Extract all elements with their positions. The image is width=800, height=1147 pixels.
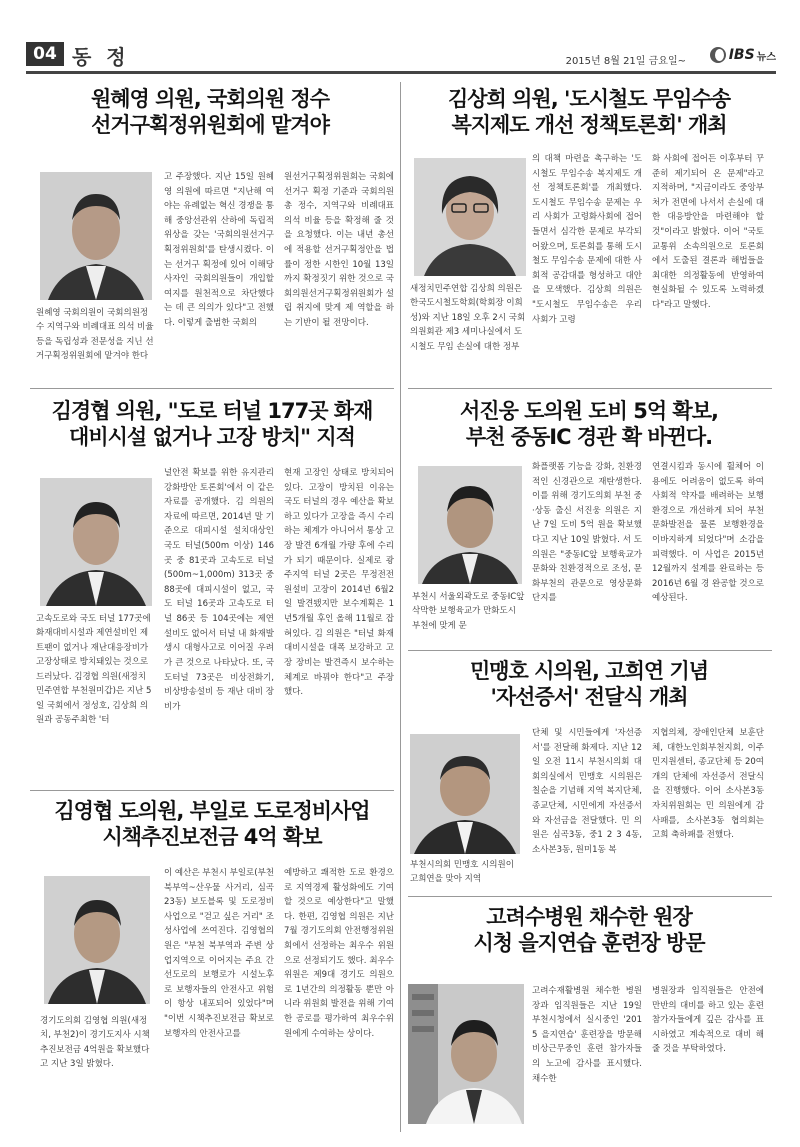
article-body-col2: 연결시킴과 동시에 휠체어 이용에도 어려움이 없도록 하여 사회적 약자를 배려하는 보행 환경으로 개선하게 되어 부천 문화발전을 물론 보행환경을 이바지하게 되었다"며 소감을 피력했다. 이 사업은 2015년 12월까지 설계를 완료하는 등 2016년 6월 경 완공할 것으로 예상된다. xyxy=(652,462,764,604)
ibs-news-logo xyxy=(710,44,776,66)
portrait-photo xyxy=(408,984,524,1124)
photo-caption: 원혜영 국회의원이 국회의원정수 지역구와 비례대표 의석 비율 등을 독립성과 전문성을 지닌 선거구획정위원회에 맡겨야 한다 xyxy=(36,308,154,362)
article-body-col1: 고 주장했다. 지난 15일 원혜영 의원에 따르면 "지난해 여야는 유례없는 혁신 경쟁을 통해 중앙선관위 산하에 독립적 위상을 갖는 '국회의원선거구획정위원회'를 탄생시켰다. 이는 선거구 획정에 있어 이해당사자인 국회의원들이 개입할 여지를 원천적으로 차단했다는 데 큰 의의가 있다"고 전했다. 이렇게 출범한 국회의 xyxy=(164,172,274,329)
article-body-col2: 병원장과 임직원들은 안전에 만반의 대비를 하고 있는 훈련참가자들에게 깊은 감사를 표시하였고 계속적으로 대비 해줄 것을 부탁하였다. xyxy=(652,986,764,1055)
photo-caption: 새정치민주연합 김상희 의원은 한국도시철도학회(학회장 이희성)와 지난 18일 오후 2시 국회 의원회관 제3 세미나실에서 도시철도 무임 손실에 대한 정부 xyxy=(410,284,526,352)
portrait-photo xyxy=(414,158,526,276)
headline: 원혜영 의원, 국회의원 정수 선거구획정위원회에 맡겨야 xyxy=(90,87,330,138)
portrait-photo xyxy=(40,478,152,606)
section-divider xyxy=(30,388,394,389)
headline: 서진웅 도의원 도비 5억 확보, 부천 중동IC 경관 확 바뀐다. xyxy=(460,399,718,450)
article-body-col1: 의 대책 마련을 촉구하는 '도시철도 무임수송 복지제도 개선 정책토론회'를 개최했다. 도시철도 무임수송 문제는 우리 사회가 고령화사회에 접어들면서 심각한 문제로 부각되어왔으며, 토론회를 통해 도시철도 무임수송 문제에 대한 사회적 공감대를 형성하고 대안을 모색했다. 김상희 의원은 "도시철도 무임수송은 우리 사회가 고령 xyxy=(532,154,642,325)
article-body-col1: 널안전 확보를 위한 유지관리 강화방안 토론회'에서 이 같은 자료를 공개했다. 김 의원의 자료에 따르면, 2014년 말 기준으로 대피시설 설치대상인 국도 터널(500m 이상) 146곳 중 81곳과 고속도로 터널(500m~1,000m) 313곳 중 88곳에 대피시설이 없고, 국도 터널 16곳과 고속도로 터널 86곳 등 104곳에는 제연설비도 없어서 터널 내 화재발생시 대형사고로 이어질 우려가 큰 것으로 나타났다. 또, 국도터널 73곳은 비상전화기, 비상방송설비 등 재난 대비 장비가 xyxy=(164,468,274,712)
headline: 민맹호 시의원, 고희연 기념 '자선증서' 전달식 개최 xyxy=(469,659,709,710)
section-title: 동 정 xyxy=(72,45,130,69)
photo-caption: 부천시 서울외곽도로 중동IC앞 삭막한 보행육교가 만화도시 부천에 맞게 문 xyxy=(412,592,525,631)
column-divider xyxy=(400,82,401,1132)
section-divider xyxy=(408,896,772,897)
headline: 김영협 도의원, 부일로 도로정비사업 시책추진보전금 4억 확보 xyxy=(54,799,370,850)
portrait-photo xyxy=(410,734,520,854)
headline: 김경협 의원, "도로 터널 177곳 화재 대비시설 없거나 고장 방치" 지적 xyxy=(51,399,373,450)
issue-date: 2015년 8월 21일 금요일~ xyxy=(565,56,686,67)
article-body-col2: 화 사회에 접어든 이후부터 꾸준히 제기되어 온 문제"라고 지적하며, "지금이라도 중앙부처가 전면에 나서서 손실에 대한 대응방안을 마련해야 할 것"이라고 밝혔다. 이어 "국토교통위 소속의원으로 토론회에서 도출된 결론과 해법들을 최대한 의정활동에 반영하여 현실화될 수 있도록 노력하겠다"라고 말했다. xyxy=(652,154,764,311)
article-body-col1: 화플랫폼 기능을 강화, 친환경적인 신경관으로 재탄생한다. 이를 위해 경기도의회 부천 중·상동 출신 서진웅 의원은 지난 7일 도비 5억 원을 확보했다고 지난 10일 밝혔다. 서 도의원은 "중동IC앞 보행육교가 문화와 친환경적으로 조성, 문화부천의 관문으로 영상문화단지를 xyxy=(532,462,642,604)
logo-subtext: 뉴스 xyxy=(756,51,776,63)
article-body-col1: 고려수재활병원 채수한 병원장과 임직원들은 지난 19일 부천시청에서 실시중인 '2015 을지연습' 훈련장을 방문해 비상근무중인 훈련 참가자들의 노고에 감사를 표시했다. 채수한 xyxy=(532,986,642,1084)
headline: 고려수병원 채수한 원장 시청 을지연습 훈련장 방문 xyxy=(473,905,705,956)
article-body-col1: 이 예산은 부천시 부일로(부천 북부역~산우물 사거리, 심곡23동) 보도블록 및 도로정비사업으로 "걷고 싶은 거리" 조성사업에 쓰여진다. 김영협의원은 "부천 북부역과 주변 상업지역으로 이어지는 주요 간선도로의 보행로가 시설노후로 보행자들의 안전사고 위험이 항상 내포되어 있었다"며 "이번 시책추진보전금 확보로 보행자의 안전사고를 xyxy=(164,868,274,1039)
photo-caption: 부천시의회 민맹호 시의원이 고희연을 맞아 지역 xyxy=(410,860,514,885)
photo-caption: 경기도의회 김영협 의원(새정치, 부천2)이 경기도지사 시책추진보전금 4억원을 확보했다고 지난 3일 밝혔다. xyxy=(40,1016,150,1070)
page-number: 04 xyxy=(26,42,64,66)
photo-caption: 고속도로와 국도 터널 177곳에 화재대비시설과 제연설비인 제트팬이 없거나 재난대응장비가 고장상태로 방치돼있는 것으로 드러났다. 김경협 의원(새정치민주연합 부천원미갑)은 지난 5일 국회에서 정성호, 김상희 의원과 공동주최한 '터 xyxy=(36,614,152,726)
portrait-photo xyxy=(418,466,522,584)
article-body-col2: 지협의체, 장애인단체 보훈단체, 대한노인회부천지회, 이주민지원센터, 종교단체 등 20여개의 단체에 자선증서 전달식을 진행했다. 이어 소사본3동자치위원회는 민 의원에게 감사패를, 소사본3동 협의회는 고희 축하패를 전했다. xyxy=(652,728,764,841)
article-body-col2: 현재 고장인 상태로 방치되어 있다. 고장이 방치된 이유는 국도 터널의 경우 예산을 확보하고 있다가 고장을 즉시 수리하는 체계가 아니어서 통상 고장 발견 6개월 가량 후에 수리가 되기 때문이다. 실제로 광주지역 터널 2곳은 무정전전원설비 고장이 2014년 6월2일 발견됐지만 보수계획은 1년5개월 후인 올해 11월로 잡혀있다. 김 의원은 "터널 화재 대비시설을 대폭 보강하고 고장 장비는 발견즉시 보수하는 체계로 바꿔야 한다"고 주장했다. xyxy=(284,468,394,698)
article-body-col1: 단체 및 시민들에게 '자선증서'를 전달해 화제다. 지난 12일 오전 11시 부천시의회 대회의실에서 민맹호 시의원은 칠순을 기념해 지역 복지단체, 종교단체, 시민에게 자선증서와 자선금을 전달했다. 민 의원은 심곡3동, 중1 2 3 4동, 소사본3동, 원미1동 복 xyxy=(532,728,642,855)
article-body-col2: 원선거구획정위원회는 국회에 선거구 획정 기준과 국회의원 총 정수, 지역구와 비례대표 의석 비율 등을 확정해 줄 것을 요청했다. 이는 내년 총선에 적용할 선거구획정안을 법률이 정한 시한인 10월 13일까지 확정짓기 위한 것으로 국회의원선거구획정위원회가 설립 취지에 맞게 제 역할을 하는 기반이 될 전망이다. xyxy=(284,172,394,329)
portrait-photo xyxy=(40,172,152,300)
logo-text: IBS xyxy=(728,47,755,63)
section-divider xyxy=(30,790,394,791)
portrait-photo xyxy=(44,876,150,1004)
section-divider xyxy=(408,650,772,651)
article-body-col2: 예방하고 쾌적한 도로 환경으로 지역경제 활성화에도 기여할 것으로 예상한다"고 말했다. 한편, 김영협 의원은 지난 7월 경기도의회 안전행정위원회에서 선정하는 최우수 위원으로 선정되기도 했다. 최우수 위원은 제9대 경기도 의원으로 1년간의 의정활동 뿐만 아니라 위원회 발전을 위해 기여한 공로를 평가하여 최우수위원에게 수여하는 상이다. xyxy=(284,868,394,1039)
page-header xyxy=(26,38,776,72)
headline: 김상희 의원, '도시철도 무임수송 복지제도 개선 정책토론회' 개최 xyxy=(447,87,731,138)
section-divider xyxy=(408,388,772,389)
header-rule xyxy=(26,71,776,74)
logo-icon xyxy=(710,47,726,63)
